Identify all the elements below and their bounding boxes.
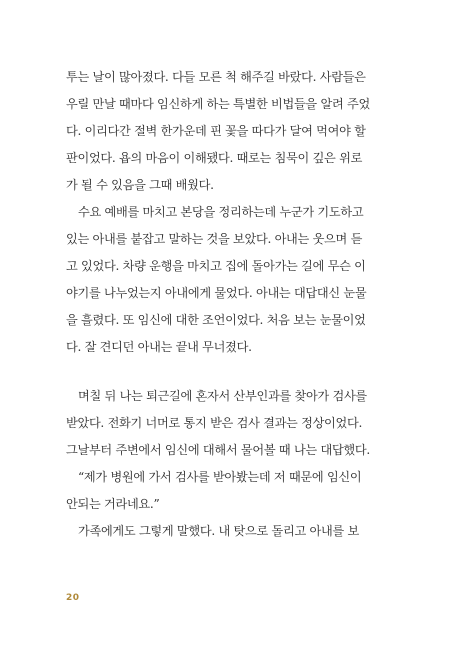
quote-line: “제가 병원에 가서 검사를 받아봤는데 저 때문에 임신이 [78, 470, 362, 484]
text-line: 고 있었다. 차량 운행을 마치고 집에 돌아가는 길에 무슨 이 [66, 259, 366, 273]
text-line: 판이었다. 욥의 마음이 이해됐다. 때로는 침묵이 깊은 위로 [66, 151, 363, 165]
quote-line: 안되는 거라네요.” [66, 497, 160, 511]
text-line: 야기를 나누었는지 아내에게 물었다. 아내는 대답대신 눈물 [66, 286, 367, 300]
text-line: 우릴 만날 때마다 임신하게 하는 특별한 비법들을 알려 주었 [66, 97, 370, 111]
text-line: 을 흘렸다. 또 임신에 대한 조언이었다. 처음 보는 눈물이었 [66, 313, 366, 327]
page-number: 20 [66, 593, 80, 603]
text-line: 받았다. 전화기 너머로 통지 받은 검사 결과는 정상이었다. [66, 416, 363, 430]
paragraph-block-2 [66, 383, 371, 545]
text-line: 수요 예배를 마치고 본당을 정리하는데 누군가 기도하고 [78, 205, 364, 219]
text-line: 가 될 수 있음을 그때 배웠다. [66, 178, 214, 192]
paragraph-block-1 [66, 64, 371, 361]
text-line: 있는 아내를 붙잡고 말하는 것을 보았다. 아내는 웃으며 듣 [66, 232, 363, 246]
text-line: 다. 이리다간 절벽 한가운데 핀 꽃을 따다가 달여 먹여야 할 [66, 124, 366, 138]
text-line: 며칠 뒤 나는 퇴근길에 혼자서 산부인과를 찾아가 검사를 [78, 389, 367, 403]
text-line: 그날부터 주변에서 임신에 대해서 물어볼 때 나는 대답했다. [66, 443, 370, 457]
text-line: 가족에게도 그렇게 말했다. 내 탓으로 돌리고 아내를 보 [78, 524, 360, 538]
text-line: 다. 잘 견디던 아내는 끝내 무너졌다. [66, 340, 252, 354]
text-line: 투는 날이 많아졌다. 다들 모른 척 해주길 바랐다. 사람들은 [66, 70, 366, 84]
